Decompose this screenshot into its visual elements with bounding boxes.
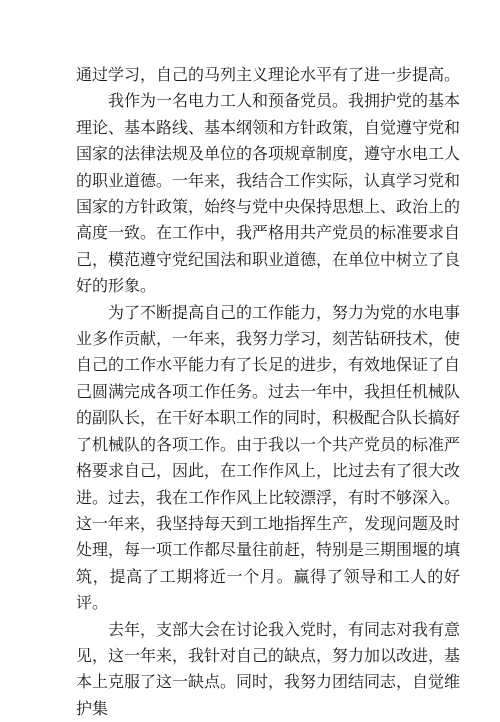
paragraph-1: 通过学习，自己的马列主义理论水平有了进一步提高。 bbox=[76, 65, 461, 84]
paragraph-3: 为了不断提高自己的工作能力，努力为党的水电事业多作贡献，一年来，我努力学习，刻苦钻研技术，使自己的工作水平能力有了长足的进步，有效地保证了自己圆满完成各项工作任务。过去一年中，我担任机械队的副队长，在干好本职工作的同时，积极配合队长搞好了机械队的各项工作。由于我以一个共产党员的标准严格要求自己，因此，在工作作风上，比过去有了很大改进。过去，我在工作作风上比较漂浮，有时不够深入。这一年来，我坚持每天到工地指挥生产，发现问题及时处理，每一项工作都尽量往前赶，特别是三期围堰的填筑，提高了工期将近一个月。赢得了领导和工人的好评。 bbox=[76, 302, 461, 613]
paragraph-2: 我作为一名电力工人和预备党员。我拥护党的基本理论、基本路线、基本纲领和方针政策，自觉遵守党和国家的法律法规及单位的各项规章制度，遵守水电工人的职业道德。一年来，我结合工作实际，认真学习党和国家的方针政策，始终与党中央保持思想上、政治上的高度一致。在工作中，我严格用共产党员的标准要求自己，模范遵守党纪国法和职业道德，在单位中树立了良好的形象。 bbox=[76, 91, 461, 296]
paragraph-4: 去年，支部大会在讨论我入党时，有同志对我有意见，这一年来，我针对自己的缺点，努力加以改进，基本上克服了这一缺点。同时，我努力团结同志，自觉维护集 bbox=[76, 619, 461, 718]
